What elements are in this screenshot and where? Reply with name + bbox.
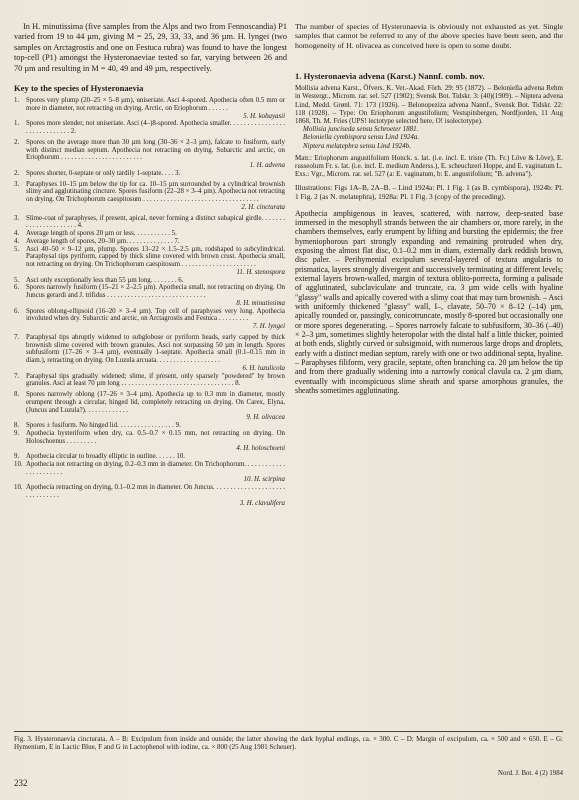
key-entry (14, 97, 287, 120)
left-column (14, 22, 287, 507)
key-entry-number: 9. (14, 453, 20, 461)
key-entry-text: Average length of spores, 20–30 µm. . . . . . . . . . . . . . 7. (26, 237, 180, 245)
key-entry-text: Spores oblong-ellipsoid (16–20 × 3–4 µm). Top cell of paraphyses very long. Apothecia involuted when dry. Subarctic and arctic, on Arctagrostis and Festuca . . . . . . . . . (26, 307, 285, 323)
species-heading: 1. Hysteronaevia advena (Karst.) Nannf. comb. nov. (295, 71, 485, 82)
synonymy-paragraph: Mollisia advena Karst., Öfvers. K. Vet.-Akad. Förh. 29: 95 (1872). – Beloniella advena Rehm in Westergr., Microm. rar. sel. 527 (1902); Svensk Bot. Tidskr. 3: (40)(1909). – Niptera advena Lind, Medd. Grønl. 71: 173 (1926). – Belonopeziza advena Nannf., Svensk Bot. Tidskr. 22: 118 (1928). – Type: On Eriophorum angustifolium; Vestspitsbergen, Nordfjorden, 11 Aug 1868, Th. M. Fries (UPS! lectotype selected here, O! isolectotype). (295, 84, 563, 126)
key-entry (14, 277, 287, 285)
illustrations-paragraph: Illustrations: Figs 1A–B, 2A–B. – Lind 1924a: Pl. 1 Fig. 1 (as B. cymbispora), 1924b: Pl. 1 Fig. 2 (as N. melatephra), 1928a: Pl. 1 Fig. 3 (copy of the preceding). (295, 183, 563, 202)
key-entry-result: 7. H. lyngei (252, 323, 285, 331)
key-entry-text: Asci 40–50 × 9–12 µm, plump. Spores 13–22 × 1.5–2.5 µm, rodshaped to subcylindrical. Paraphysal tips pyriform, capped by thick slime covered with brown crust. Apothecia small, not retracting on drying. On Trichophorum caespitosum . . . . . . . . . . . . . . . . . . . . . . (26, 245, 285, 269)
key-entry-text: Spores on the average more than 30 µm long (30–36 × 2–3 µm), falcate to fusiform, early with distinct median septum. Apothecia not retracting on drying. Subarctic and arctic, on Eriophorum . . . . . . . . . . . . . . . . . . . . . . . . (26, 138, 285, 162)
misapplied-name-1: Mollisia junciseda sensu Schroeter 1881. (303, 125, 419, 134)
key-entry-text: Paraphysal tips gradually widened; slime, if present, only sparsely "powdered" by brown granules. Asci at least 70 µm long . . . . . . . . . . . . . . . . . . . . . . . . . . . . . . . . . 8. (26, 372, 285, 388)
key-entry (14, 246, 287, 277)
key-entry-number: 9. (14, 429, 20, 437)
key-entry (14, 139, 287, 170)
key-entry-result: 1. H. advena (249, 162, 285, 170)
key-entry (14, 373, 287, 389)
key-entry-number: 1. (14, 97, 20, 105)
key-entry-text: Apothecia retracting on drying, 0.1–0.2 mm in diameter. On Juncus. . . . . . . . . . . . . . . . . . . . . . . . . . . . . . . (26, 484, 285, 499)
key-entry (14, 284, 287, 307)
misapplied-name-3: Niptera melatephra sensu Lind 1924b. (303, 141, 411, 150)
exsiccatae-paragraph: Exs.: Vgr., Microm. rar. sel. 527 (a: E. vaginatum, b: E. angustifolium; "B. advena"). (295, 170, 533, 179)
key-entry-result: 11. H. stenospora (236, 268, 285, 276)
figure-caption: Fig. 3. Hysteronaevia cincturata. A – B: Excipulum from inside and outside; the latter showing the dark hyphal endings, ca. × 300. C – D: Margin of excipulum, ca. × 500 and × 650. E – G: Hymenium, E in Lactic Blue, F and G in Lactophenol with iodine, ca. × 800 (25 Aug 1981 Scheuer). (14, 731, 563, 752)
key-entry-text: Spores more slender, not uniseriate. Asci (4–)8-spored. Apothecia smaller. . . . . . . . . . . . . . . . . . . . . . . . . . . . . 2. (26, 120, 285, 136)
key-entry (14, 181, 287, 212)
key-entry (14, 484, 287, 507)
species-key (14, 97, 287, 507)
key-entry-number: 2. (14, 138, 20, 146)
key-entry (14, 430, 287, 453)
right-column (295, 22, 563, 396)
journal-reference: Nord. J. Bot. 4 (2) 1984 (498, 770, 563, 777)
key-entry-number: 8. (14, 391, 20, 399)
key-entry-number: 7. (14, 333, 20, 341)
key-entry-result: 2. H. cincturata (241, 203, 285, 211)
intro-paragraph: In H. minutissima (five samples from the Alps and two from Fennoscandia) P1 varied from 19 to 44 µm, giving M = 25, 29, 33, 33, and 36 µm. H. lyngei (two samples on Arctagrostis and one on Festuca rubra) was found to have the longest top-cell (P1) amongst the Hysteronaeviae tested so far, varying between 26 and 70 µm and resulting in M = 40, 49 and 49 µm, respectively. (14, 22, 287, 73)
key-entry-number: 6. (14, 307, 20, 315)
matrix-paragraph: Matr.: Eriophorum angustifolium Honck. s. lat. (i.e. incl. E. triste (Th. Fr.) Löve & Löve), E. russeolum Fr. s. lat. (i.e. incl. E. medium Anderss.), E. scheuchzeri Hoppe, and E. vaginatum L. (295, 153, 563, 171)
key-entry-number: 7. (14, 372, 20, 380)
key-entry-number: 10. (14, 460, 23, 468)
key-entry (14, 170, 287, 178)
key-entry (14, 308, 287, 331)
key-entry (14, 120, 287, 136)
key-entry (14, 422, 287, 430)
key-entry (14, 453, 287, 461)
key-entry-number: 4. (14, 230, 20, 238)
key-entry (14, 230, 287, 238)
key-entry-text: Spores narrowly oblong (17–26 × 3–4 µm). Apothecia up to 0.3 mm in diameter, mostly erumpent through a circular, hinged lid, completely retracting on drying. On Carex, Elyna, (Juncus and Luzula?). . . . . . . . . . . . . (26, 391, 285, 414)
key-entry-number: 1. (14, 120, 20, 128)
key-entry-number: 8. (14, 422, 20, 430)
key-entry (14, 391, 287, 422)
key-entry-text: Average length of spores 20 µm or less. . . . . . . . . . . 5. (26, 230, 177, 238)
key-entry-number: 5. (14, 276, 20, 284)
page-number: 232 (14, 778, 28, 788)
key-entry-result: 3. H. clavulifera (239, 499, 285, 507)
key-entry-text: Asci only exceptionally less than 55 µm long. . . . . . . . 6. (26, 276, 184, 284)
key-entry-result: 4. H. holoschoeni (236, 445, 285, 453)
key-entry-result: 5. H. kobayasii (243, 112, 285, 120)
key-entry-result: 6. H. luzulicola (242, 364, 285, 372)
key-entry-result: 10. H. scirpina (243, 476, 285, 484)
key-entry-text: Spores very plump (20–25 × 5–8 µm), uniseriate. Asci 4-spored. Apothecia often 0.5 mm or more in diameter, not retracting on drying. Arctic, on Eriophorum . . . . . . (26, 97, 285, 112)
key-entry (14, 238, 287, 246)
key-entry-text: Paraphyses 10–15 µm below the tip for ca. 10–15 µm surrounded by a cylindrical brownish slimy and agglutinating cincture. Spores fusiform (22–28 × 3–4 µm). Apothecia not retracting on drying. On Trichophorum caespitosum . . . . . . . . . . . . . . . . . . . . . . . . . . . . . . . . . . (26, 180, 285, 204)
key-entry-text: Apothecia hysteriform when dry, ca. 0.5–0.7 × 0.15 mm, not retracting on drying. On Holoschoenus . . . . . . . . . (26, 429, 285, 445)
key-entry-number: 4. (14, 237, 20, 245)
key-entry-number: 10. (14, 484, 23, 492)
key-entry (14, 215, 287, 231)
key-entry-number: 3. (14, 180, 20, 188)
right-intro-paragraph: The number of species of Hysteronaevia is obviously not exhausted as yet. Single samples that cannot be referred to any of the above species have been seen, and the homogeneity of H. olivacea as conceived here is open to some doubt. (295, 22, 563, 50)
key-entry-number: 3. (14, 214, 20, 222)
key-entry-number: 2. (14, 169, 20, 177)
key-entry-text: Apothecia circular to broadly elliptic in outline. . . . . . 10. (26, 453, 186, 461)
key-entry (14, 461, 287, 484)
key-entry-text: Spores ± fusiform. No hinged lid. . . . . . . . . . . . . . . . . 9. (26, 422, 181, 430)
description-paragraph: Apothecia amphigenous in leaves, scattered, with narrow, deep-seated base immersed in the mesophyll strands between the air chambers or, more rarely, in the chambers themselves, early erumpent by lifting and bursting the epidermis; the free hymeniophorous part strongly expanding and remaining protruded when dry, exposing the almost flat disc, 0.1–0.2 mm in diam, externally dark reddish brown, disc paler. – Perihymenial excipulum several-layered of textura angularis to prismatica, layers strongly divergent and successively terminating at different levels; external layers brown-walled, margin of textura oblito-porrecta, forming a palisade of agglutinated, subclaviculate and truncate, ca. 3 µm wide cells with hyaline "glassy" walls and apically covered with a slimy coat that may turn brownish. – Asci with uniformly thickened "glassy" wall, I–, clavate, 50–70 × 8–12 (–14) µm, apically rounded or, passingly, conicotruncate, mostly 8-spored but occasionally one or more spores degenerating. – Spores narrowly falcate to subfusiform, 30–36 (–40) × 2–3 µm, sometimes slightly heteropolar with the distal half a little thicker, pointed at both ends, slightly curved or subsigmoid, with numerous large drops and droplets, early with a distinct median septum, rarely with one or two additional septa, hyaline. – Paraphyses filiform, very gracile, septate, often branching ca. 20 µm below the tip and from there gradually widening into a narrowly conical clavula ca. 2 µm diam, eventually with inconspicuous slime sheath and sparse amorphous granules, the sheaths sometimes agglutinating. (295, 208, 563, 396)
key-entry-text: Paraphysal tips abruptly widened to subglobose or pyriform heads, early capped by thick brownish slime covered with brown granules. Asci not surpassing 50 µm in length. Spores subfusiform (17–26 × 3–4 µm), eventually 1-septate. Apothecia small (0.1–0.15 mm in diam.), retracting on drying. On Luzula arcuata. . . . . . . . . . . . . . . . . . . (26, 333, 285, 365)
key-heading: Key to the species of Hysteronaevia (14, 83, 144, 94)
key-entry-result: 8. H. minutissima (236, 299, 285, 307)
misapplied-name-2: Beloniella cymbispora sensu Lind 1924a. (303, 133, 420, 142)
key-entry-text: Apothecia not retracting on drying, 0.2–0.3 mm in diameter. On Trichophorum. . . . . . . . . . . . . . . . . . . . . . . (26, 460, 285, 476)
key-entry-text: Spores narrowly fusiform (15–21 × 2–2.5 µm). Apothecia small, not retracting on drying. On Juncus gerardi and J. trifidus . . . . . . . . . . . . . . . . . . . . . . . . . . . . . (26, 284, 285, 300)
key-entry (14, 334, 287, 373)
key-entry-number: 5. (14, 245, 20, 253)
key-entry-result: 9. H. olivacea (246, 414, 285, 422)
key-entry-number: 6. (14, 284, 20, 292)
key-entry-text: Slime-coat of paraphyses, if present, apical, never forming a distinct subapical girdle. . . . . . . . . . . . . . . . . . . . . . 4. (26, 214, 285, 230)
key-entry-text: Spores shorter, 0-septate or only tardily 1-septate. . . . 3. (26, 169, 181, 177)
